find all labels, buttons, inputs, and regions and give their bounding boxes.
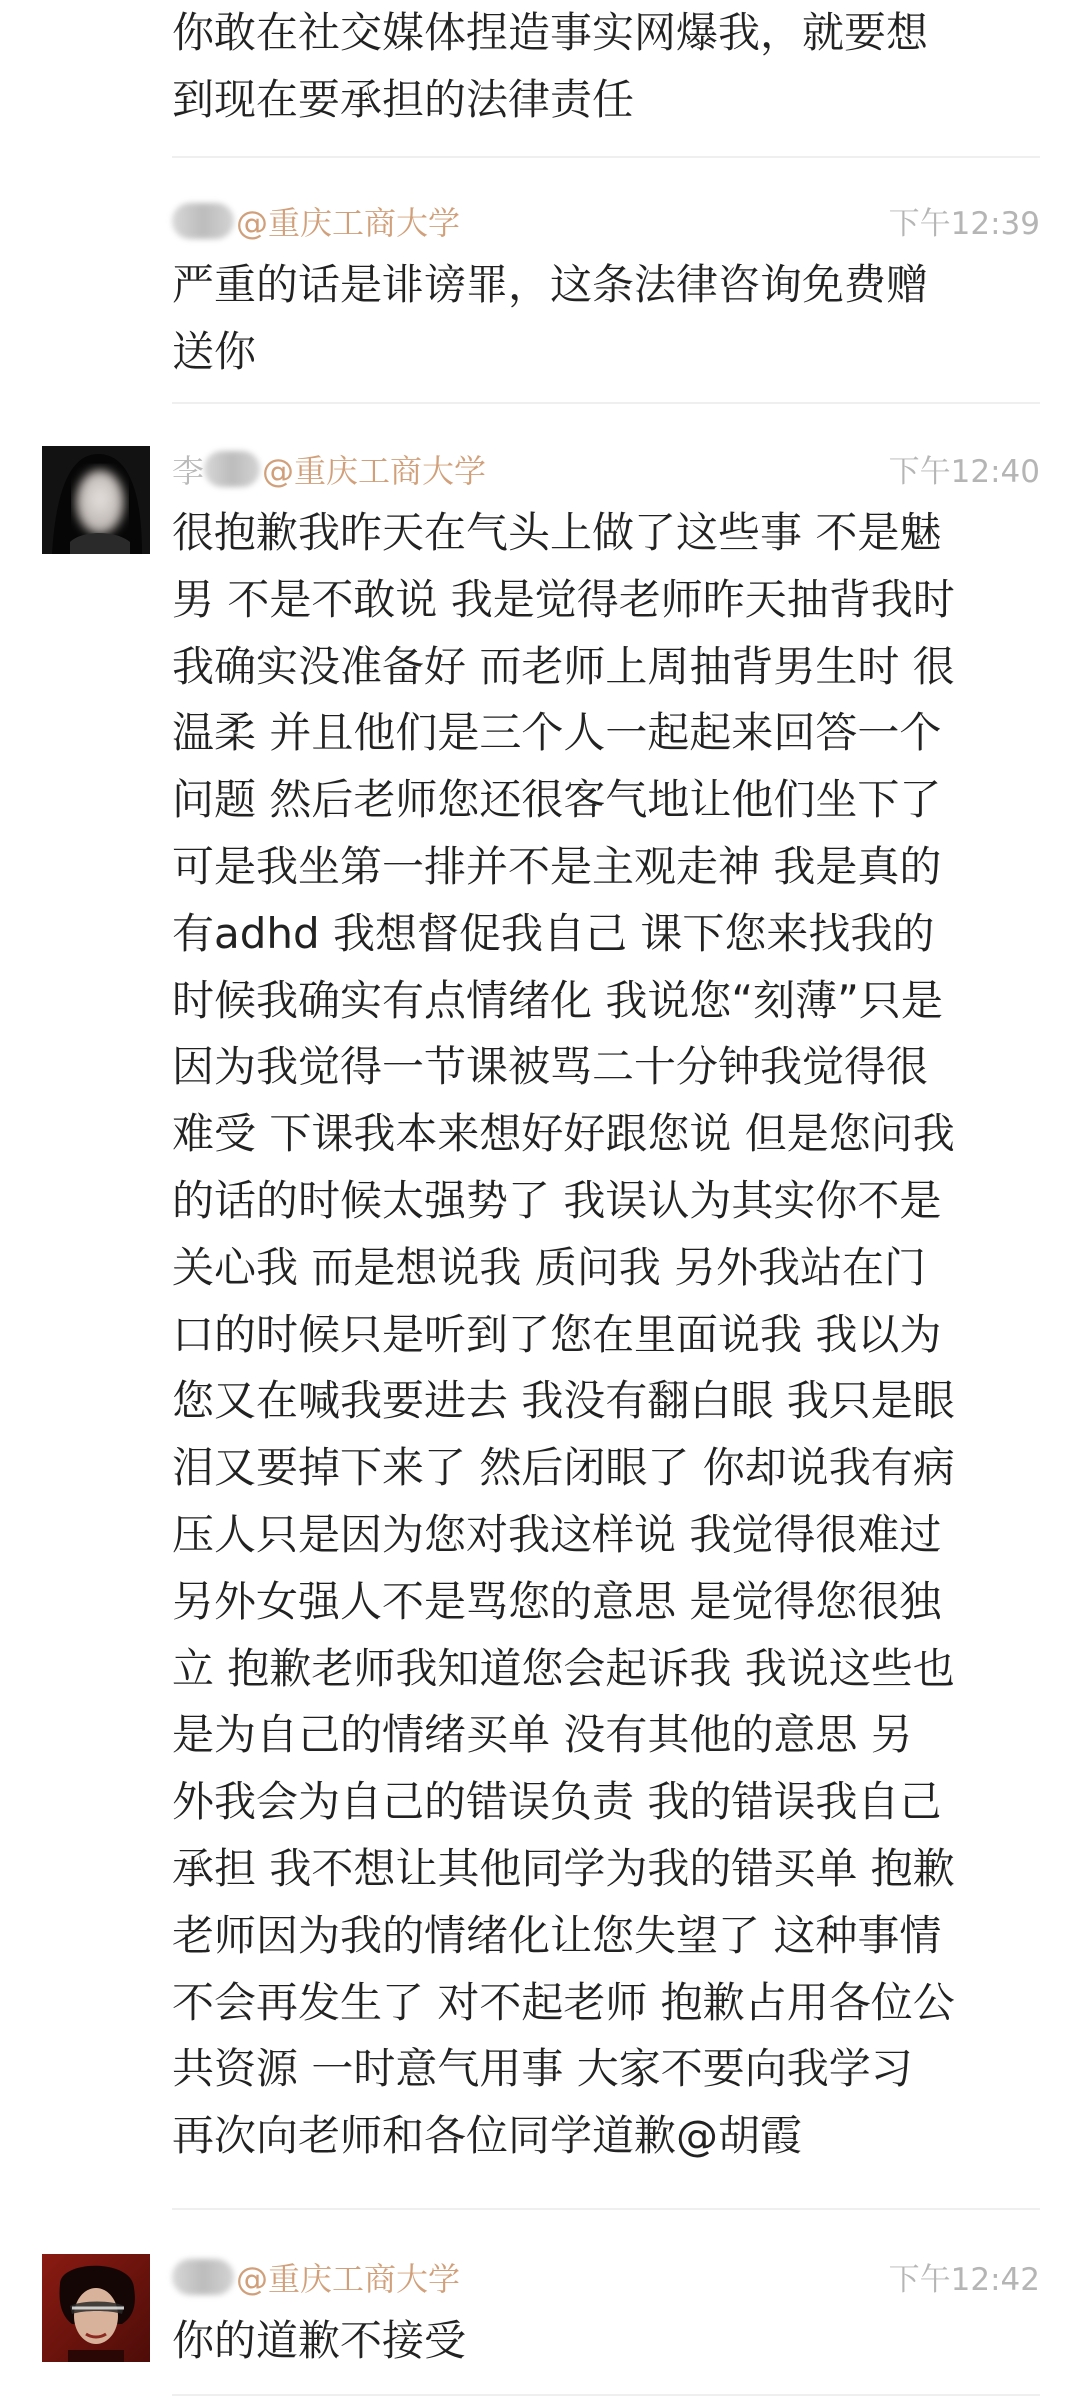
school-tag[interactable]: @重庆工商大学 <box>236 204 461 242</box>
blurred-username <box>204 451 260 487</box>
comment-meta <box>172 446 1040 490</box>
avatar[interactable] <box>42 446 150 554</box>
divider <box>172 2208 1040 2210</box>
comment-text: 严重的话是诽谤罪，这条法律咨询免费赠 送你 <box>172 260 929 376</box>
school-tag[interactable]: @重庆工商大学 <box>236 2260 461 2298</box>
comment-text: 很抱歉我昨天在气头上做了这些事 不是魅 男 不是不敢说 我是觉得老师昨天抽背我时 我确实没准备好 而老师上周抽背男生时 很 温柔 并且他们是三个人一起起来回答一个 问题 然后老师您还很客气地让他们坐下了 可是我坐第一排并不是主观走神 我是真的 有adhd 我想督促我自己 课下您来找我的 时候我确实有点情绪化 我说您“刻薄”只是 因为我觉得一节课被骂二十分钟我觉得很 难受 下课我本来想好好跟您说 但是您问我 的话的时候太强势了 我误认为其实你不是 关心我 而是想说我 质问我 另外我站在门 口的时候只是听到了您在里面说我 我以为 您又在喊我要进去 我没有翻白眼 我只是眼 泪又要掉下来了 然后闭眼了 你却说我有病 压人只是因为您对我这样说 我觉得很难过 另外女强人不是骂您的意思 是觉得您很独 立 抱歉老师我知道您会起诉我 我说这些也 是为自己的情绪买单 没有其他的意思 另 外我会为自己的错误负责 我的错误我自己 承担 我不想让其他同学为我的错买单 抱歉 老师因为我的情绪化让您失望了 这种事情 不会再发生了 对不起老师 抱歉占用各位公 共资源 一时意气用事 大家不要向我学习 再次向老师和各位同学道歉@胡霞 <box>172 508 955 2161</box>
avatar-art-icon <box>42 2254 150 2362</box>
avatar[interactable] <box>42 2254 150 2362</box>
comment-time: 下午12:39 <box>888 206 1040 242</box>
divider <box>172 402 1040 404</box>
blurred-username <box>172 203 234 239</box>
comment-meta <box>172 2254 1040 2298</box>
username-prefix: 李 <box>172 452 205 490</box>
comment-text: 你的道歉不接受 <box>172 2316 467 2365</box>
divider <box>172 156 1040 158</box>
comment-text: 你敢在社交媒体捏造事实网爆我，就要想 到现在要承担的法律责任 <box>172 8 929 124</box>
divider <box>172 2394 1040 2396</box>
school-tag[interactable]: @重庆工商大学 <box>262 452 487 490</box>
avatar-photo-icon <box>42 446 150 554</box>
blurred-username <box>172 2259 234 2295</box>
comment-time: 下午12:40 <box>888 454 1040 490</box>
comment-time: 下午12:42 <box>888 2262 1040 2298</box>
comment-meta <box>172 198 1040 242</box>
